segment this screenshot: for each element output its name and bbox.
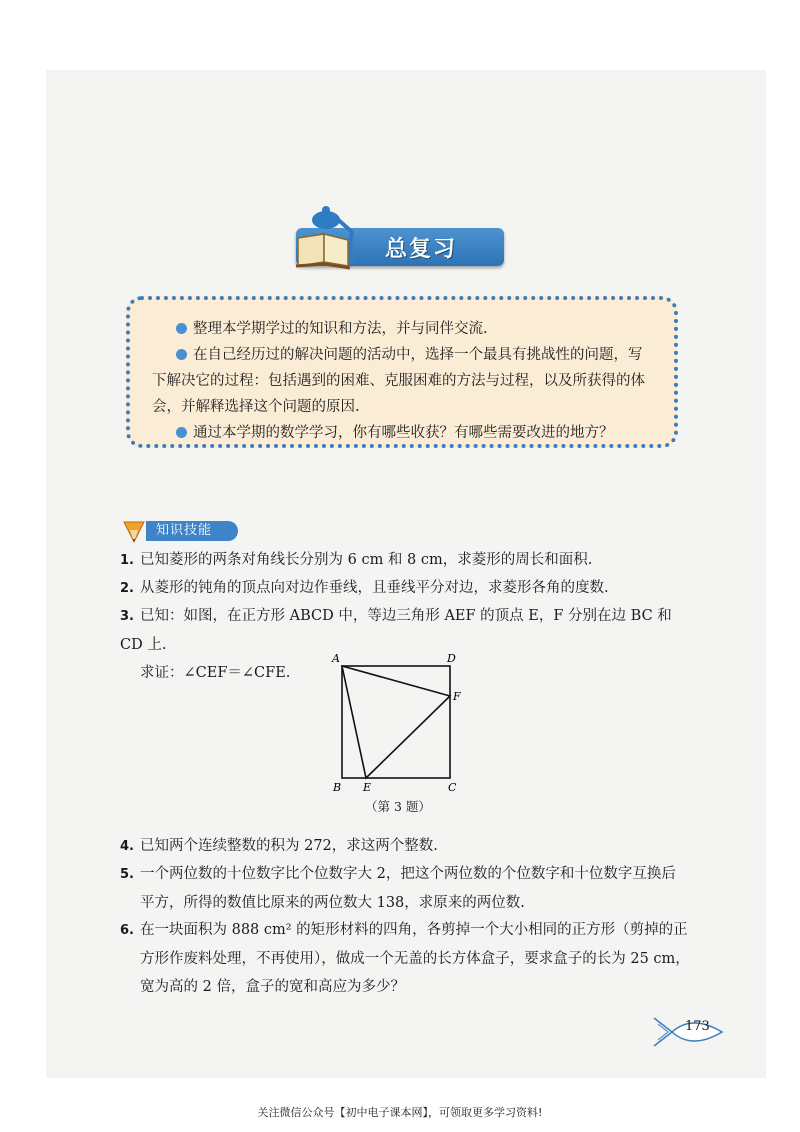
label-a: A xyxy=(332,652,340,665)
question-text: 在一块面积为 888 cm² 的矩形材料的四角，各剪掉一个大小相同的正方形（剪掉的正 xyxy=(140,922,688,938)
intro-item xyxy=(152,316,654,342)
question-text: 从菱形的钝角的顶点向对边作垂线，且垂线平分对边，求菱形各角的度数. xyxy=(140,580,609,596)
question-text: 一个两位数的十位数字比个位数字大 2，把这个两位数的个位数字和十位数字互换后 xyxy=(140,866,676,882)
triangle-aef xyxy=(342,666,450,778)
question-4 xyxy=(120,832,690,861)
review-intro-box xyxy=(126,296,678,448)
question-number: 4. xyxy=(120,839,134,854)
question-text-continued: 求证：∠CEF＝∠CFE. xyxy=(140,665,291,681)
question-1 xyxy=(120,546,690,575)
question-text: 已知：如图，在正方形 ABCD 中，等边三角形 AEF 的顶点 E，F 分别在边 BC 和 CD 上. xyxy=(120,608,672,653)
question-text: 已知两个连续整数的积为 272，求这两个整数. xyxy=(140,838,438,854)
footer-note: 关注微信公众号【初中电子课本网】，可领取更多学习资料! xyxy=(257,1106,543,1119)
question-2 xyxy=(120,574,690,603)
question-text-continued-2: 宽为高的 2 倍，盒子的宽和高应为多少？ xyxy=(140,979,405,995)
desk-lamp-book-icon xyxy=(290,198,370,270)
question-6 xyxy=(120,916,690,1001)
question-number: 5. xyxy=(120,867,134,882)
intro-text-3: 通过本学期的数学学习，你有哪些收获？有哪些需要改进的地方？ xyxy=(193,425,614,441)
figure-caption: （第 3 题） xyxy=(365,799,431,814)
question-text: 已知菱形的两条对角线长分别为 6 cm 和 8 cm，求菱形的周长和面积. xyxy=(140,552,593,568)
intro-item xyxy=(152,342,654,420)
question-text-continued: 方形作废料处理，不再使用），做成一个无盖的长方体盒子，要求盒子的长为 25 cm， xyxy=(140,951,690,967)
intro-item xyxy=(152,420,654,446)
intro-text-2: 在自己经历过的解决问题的活动中，选择一个最具有挑战性的问题，写下解决它的过程：包括遇到的困难、克服困难的方法与过程，以及所获得的体会，并解释选择这个问题的原因. xyxy=(152,347,645,415)
chapter-title: 总复习 xyxy=(385,237,458,262)
label-f: F xyxy=(453,690,461,703)
pencil-icon xyxy=(122,518,150,544)
page-number: 173 xyxy=(685,1019,710,1034)
label-e: E xyxy=(363,781,372,794)
question-number: 3. xyxy=(120,609,134,624)
bullet-dot-icon xyxy=(176,323,187,334)
square-abcd xyxy=(342,666,450,778)
bullet-dot-icon xyxy=(176,349,187,360)
label-d: D xyxy=(447,652,456,665)
question-number: 1. xyxy=(120,553,134,568)
square-abcd-figure xyxy=(328,648,468,798)
intro-text-1: 整理本学期学过的知识和方法，并与同伴交流. xyxy=(193,321,488,337)
question-number: 2. xyxy=(120,581,134,596)
section-label: 知识技能 xyxy=(146,521,238,541)
bullet-dot-icon xyxy=(176,427,187,438)
label-b: B xyxy=(333,781,342,794)
chapter-title-banner xyxy=(290,198,510,270)
question-number: 6. xyxy=(120,923,134,938)
label-c: C xyxy=(448,781,457,794)
question-5 xyxy=(120,860,690,917)
section-badge xyxy=(122,518,252,542)
question-text-continued: 平方，所得的数值比原来的两位数大 138，求原来的两位数. xyxy=(140,895,525,911)
